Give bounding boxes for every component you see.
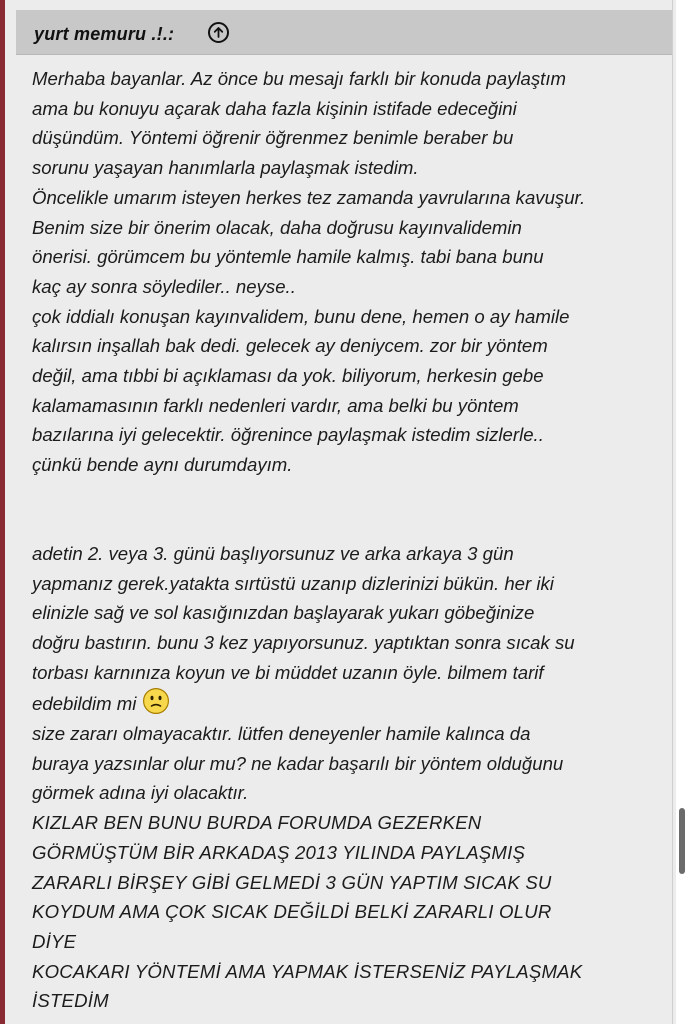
post-line: bazılarına iyi gelecektir. öğrenince paylaşmak istedim sizlerle.. (32, 424, 544, 446)
post-line: adetin 2. veya 3. günü başlıyorsunuz ve arka arkaya 3 gün (32, 542, 514, 564)
quote-author: yurt memuru .!.: (34, 24, 175, 44)
post-line: size zararı olmayacaktır. lütfen deneyenler hamile kalınca da (32, 723, 531, 745)
arrow-up-circle-icon[interactable] (208, 22, 229, 43)
post-line: DİYE (32, 930, 77, 952)
post-line: KIZLAR BEN BUNU BURDA FORUMDA GEZERKEN (32, 812, 482, 834)
post-line: Öncelikle umarım isteyen herkes tez zamanda yavrularına kavuşur. (32, 186, 586, 208)
post-line: KOYDUM AMA ÇOK SICAK DEĞİLDİ BELKİ ZARARLI OLUR (32, 901, 552, 923)
post-line: ZARARLI BİRŞEY GİBİ GELMEDİ 3 GÜN YAPTIM SICAK SU (32, 871, 552, 893)
post-line: değil, ama tıbbi bi açıklaması da yok. biliyorum, herkesin gebe (32, 365, 544, 387)
scrollbar-thumb[interactable] (679, 808, 685, 874)
post-line: KOCAKARI YÖNTEMİ AMA YAPMAK İSTERSENİZ PAYLAŞMAK (32, 960, 583, 982)
quote-accent-bar (0, 0, 5, 1024)
post-line: doğru bastırın. bunu 3 kez yapıyorsunuz. yaptıktan sonra sıcak su (32, 631, 575, 653)
quote-header (16, 10, 672, 55)
paragraph-gap (32, 480, 670, 539)
post-line-text: edebildim mi (32, 693, 137, 715)
post-line: kaç ay sonra söylediler.. neyse.. (32, 275, 296, 297)
post-line: kalırsın inşallah bak dedi. gelecek ay deniycem. zor bir yöntem (32, 335, 548, 357)
confused-face-icon (142, 687, 170, 715)
quote-right-border (672, 0, 673, 1024)
post-line-with-emoji (32, 687, 670, 719)
quote-body (32, 64, 670, 1016)
post-line: GÖRMÜŞTÜM BİR ARKADAŞ 2013 YILINDA PAYLAŞMIŞ (32, 841, 526, 863)
post-line: yapmanız gerek.yatakta sırtüstü uzanıp dizlerinizi bükün. her iki (32, 572, 554, 594)
post-line: çok iddialı konuşan kayınvalidem, bunu dene, hemen o ay hamile (32, 305, 570, 327)
post-line: önerisi. görümcem bu yöntemle hamile kalmış. tabi bana bunu (32, 246, 544, 268)
post-line: İSTEDİM (32, 990, 109, 1012)
post-line: düşündüm. Yöntemi öğrenir öğrenmez benimle beraber bu (32, 127, 514, 149)
post-line: Benim size bir önerim olacak, daha doğrusu kayınvalidemin (32, 216, 522, 238)
post-line: Merhaba bayanlar. Az önce bu mesajı farklı bir konuda paylaştım (32, 68, 566, 89)
post-line: görmek adına iyi olacaktır. (32, 782, 249, 804)
post-line: ama bu konuyu açarak daha fazla kişinin istifade edeceğini (32, 97, 517, 119)
post-line: çünkü bende aynı durumdayım. (32, 454, 293, 476)
post-line: elinizle sağ ve sol kasığınızdan başlayarak yukarı göbeğinize (32, 602, 535, 624)
post-line: kalamamasının farklı nedenleri vardır, ama belki bu yöntem (32, 394, 519, 416)
post-line: torbası karnınıza koyun ve bi müddet uzanın öyle. bilmem tarif (32, 661, 544, 683)
post-line: buraya yazsınlar olur mu? ne kadar başarılı bir yöntem olduğunu (32, 752, 564, 774)
post-line: sorunu yaşayan hanımlarla paylaşmak istedim. (32, 157, 419, 179)
